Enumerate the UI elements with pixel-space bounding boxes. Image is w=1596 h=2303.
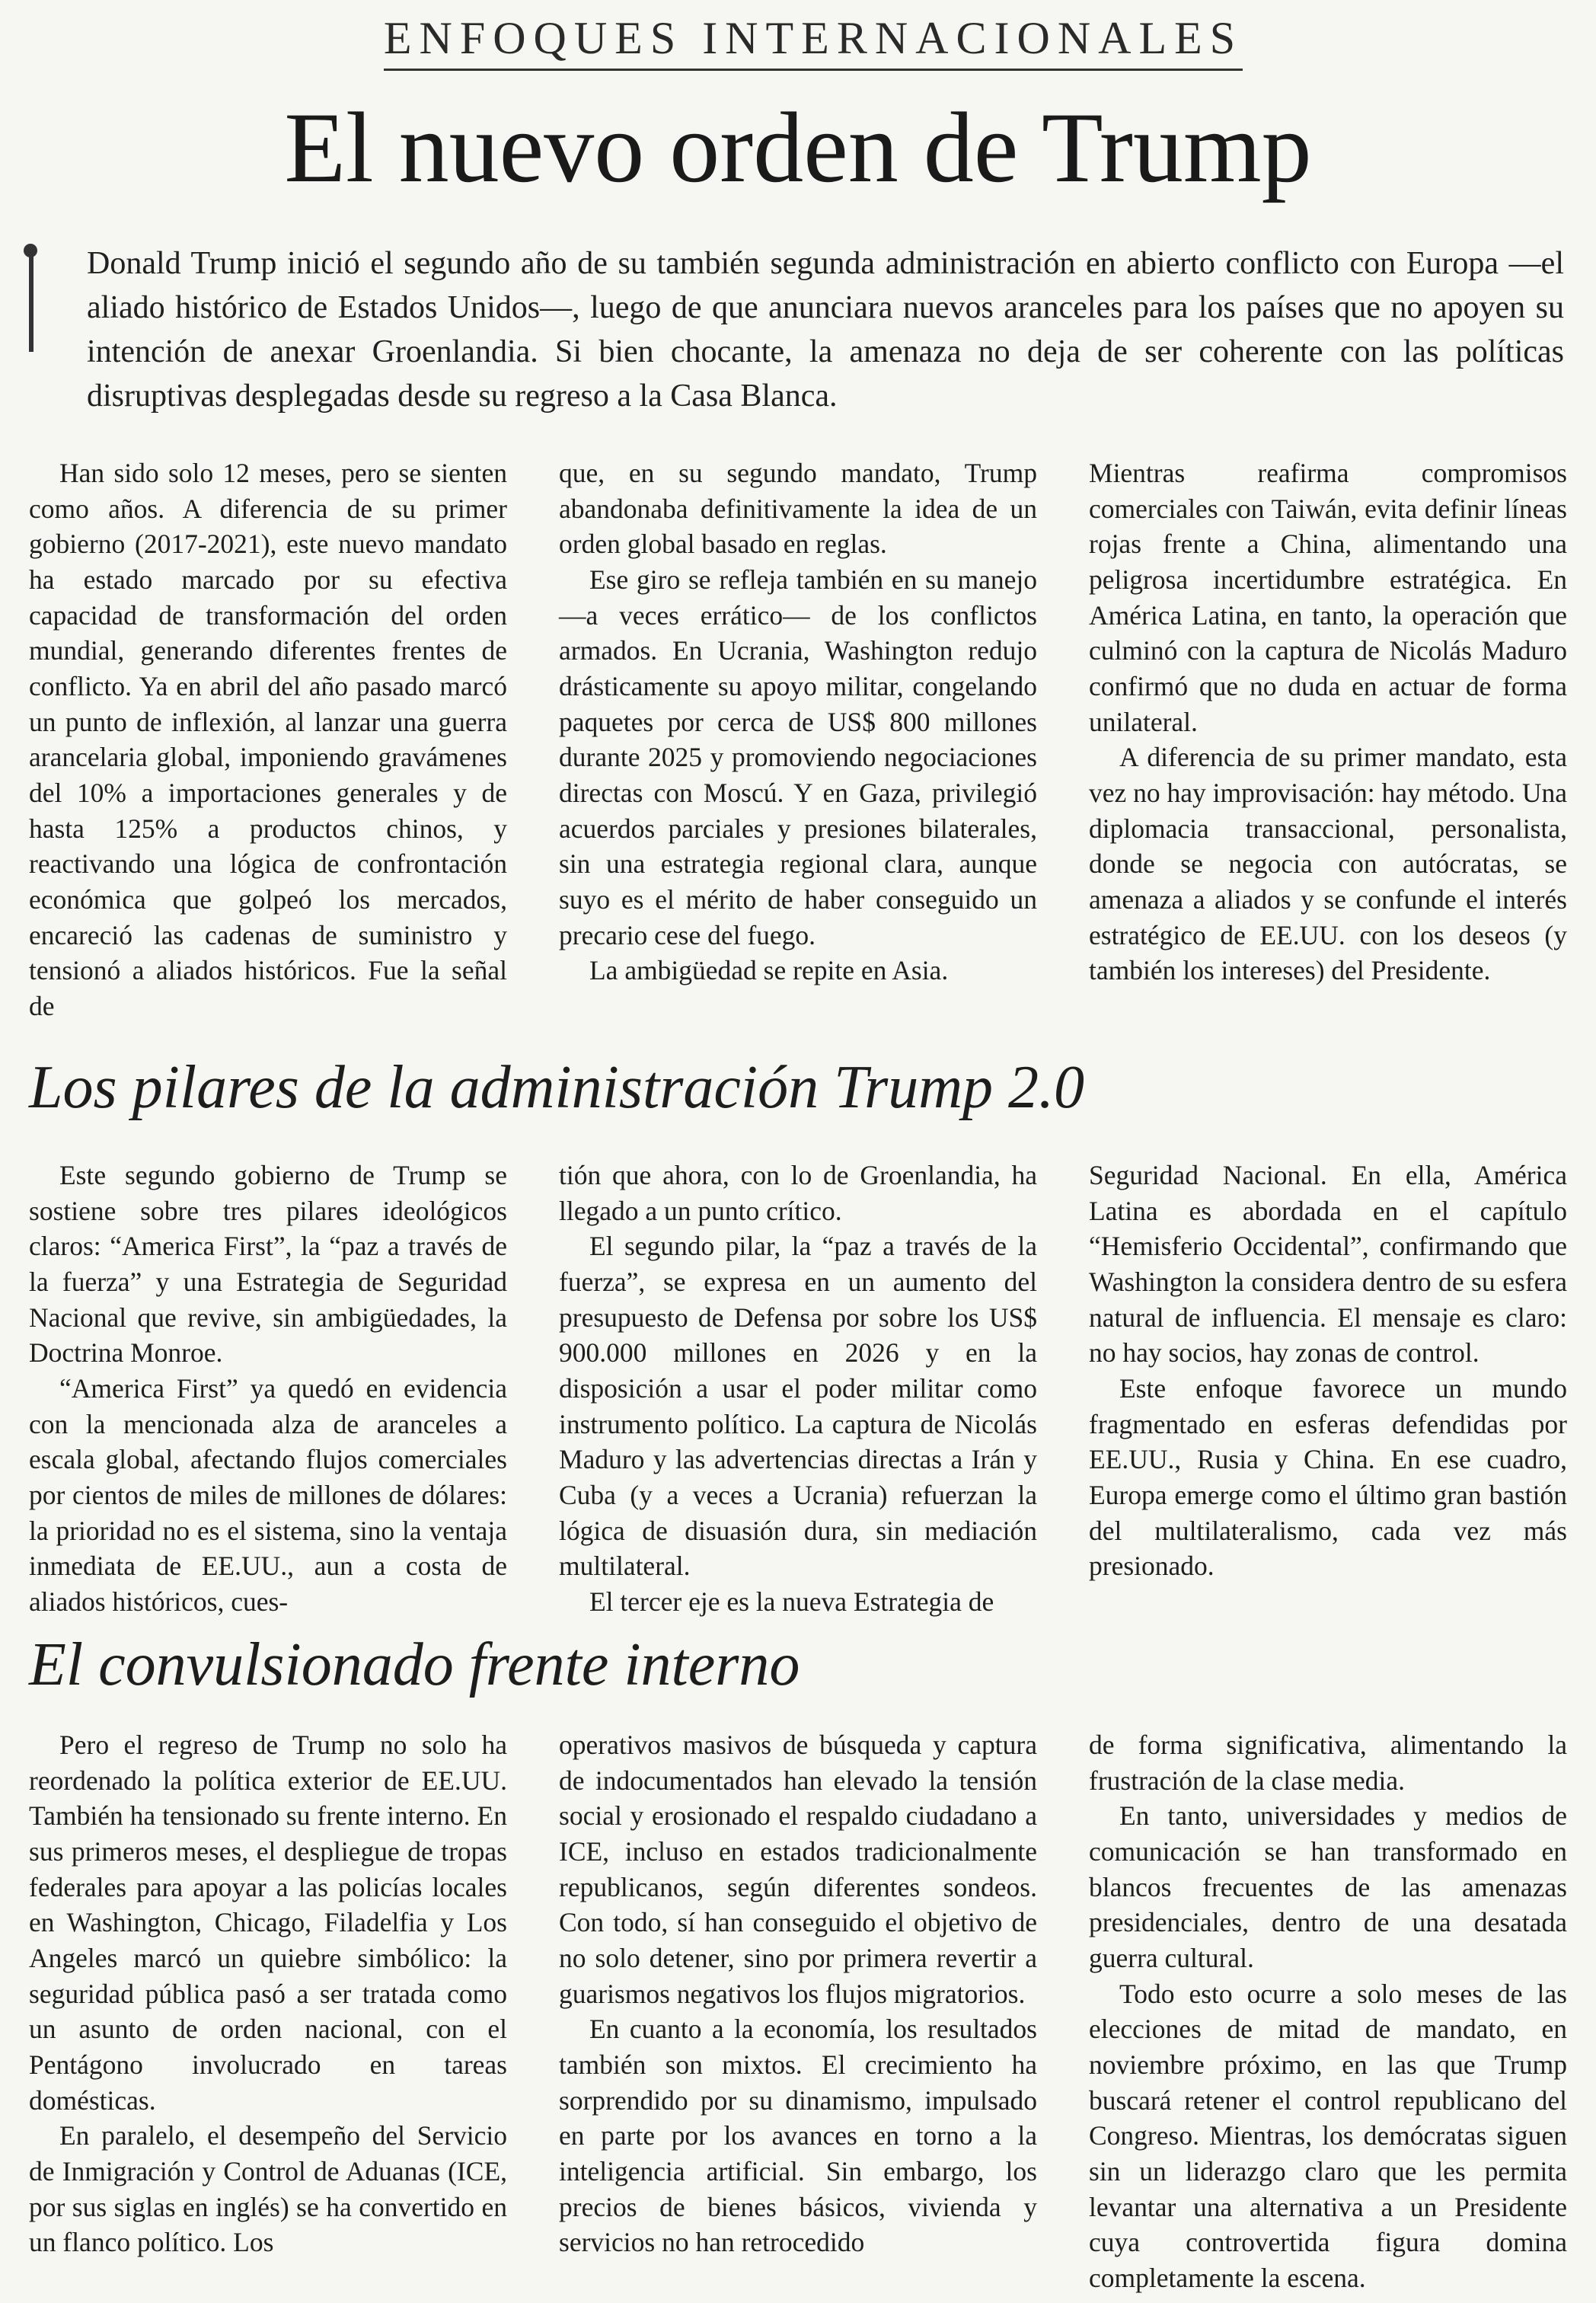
- paragraph: Pero el regreso de Trump no solo ha reordenado la política exterior de EE.UU. También ha tensionado su frente interno. En sus primeros meses, el despliegue de tropas federales para apoyar a las policías locales en Washington, Chicago, Filadelfia y Los Angeles marcó un quiebre simbólico: la seguridad pública pasó a ser tratada como un asunto de orden nacional, con el Pentágono involucrado en tareas domésticas.: [29, 1730, 507, 2116]
- column-3: [1089, 1158, 1567, 1620]
- paragraph: Han sido solo 12 meses, pero se sienten como años. A diferencia de su primer gobierno (2017-2021), este nuevo mandato ha estado marcado por su efectiva capacidad de transformación del orden mundial, generando diferentes frentes de conflicto. Ya en abril del año pasado marcó un punto de inflexión, al lanzar una guerra arancelaria global, imponiendo gravámenes del 10% a importaciones generales y de hasta 125% a productos chinos, y reactivando una lógica de confrontación económica que golpeó los mercados, encareció las cadenas de suministro y tensionó a aliados históricos. Fue la señal de: [29, 458, 507, 1022]
- article-block-pilares: [29, 1158, 1567, 1620]
- article-block-intro: [29, 455, 1567, 1024]
- newspaper-page: [29, 0, 1567, 2303]
- column-1: [29, 455, 507, 1024]
- paragraph-continued: operativos masivos de búsqueda y captura de indocumentados han elevado la tensión social y erosionado el respaldo ciudadano a ICE, incluso en estados tradicionalmente republicanos, según diferentes sondeos. Con todo, sí han conseguido el objetivo de no solo detener, sino por primera revertir a guarismos negativos los flujos migratorios.: [559, 1730, 1037, 2009]
- column-1: [29, 1727, 507, 2296]
- lead-rule: [29, 245, 34, 352]
- paragraph-continued: Seguridad Nacional. En ella, América Latina es abordada en el capítulo “Hemisferio Occidental”, confirmando que Washington la considera dentro de su esfera natural de influencia. El mensaje es claro: no hay socios, hay zonas de control.: [1089, 1160, 1567, 1369]
- column-2: [559, 1158, 1037, 1620]
- subheading-pilares: Los pilares de la administración Trump 2.0: [29, 1054, 1085, 1121]
- paragraph: A diferencia de su primer mandato, esta vez no hay improvisación: hay método. Una diplomacia transaccional, personalista, donde se negocia con autócratas, se amenaza a aliados y se confunde el interés estratégico de EE.UU. con los deseos (y también los intereses) del Presidente.: [1089, 742, 1567, 986]
- paragraph: Este segundo gobierno de Trump se sostiene sobre tres pilares ideológicos claros: “America First”, la “paz a través de la fuerza” y una Estrategia de Seguridad Nacional que revive, sin ambigüedades, la Doctrina Monroe.: [29, 1160, 507, 1369]
- column-3: [1089, 455, 1567, 1024]
- section-kicker: ENFOQUES INTERNACIONALES: [384, 15, 1243, 71]
- section-kicker-wrap: [303, 15, 1323, 71]
- lead-paragraph: Donald Trump inició el segundo año de su también segunda administración en abierto conflicto con Europa —el aliado histórico de Estados Unidos—, luego de que anunciara nuevos aranceles para los países que no apoyen su intención de anexar Groenlandia. Si bien chocante, la amenaza no deja de ser coherente con las políticas disruptivas desplegadas desde su regreso a la Casa Blanca.: [87, 246, 1564, 414]
- paragraph: En cuanto a la economía, los resultados también son mixtos. El crecimiento ha sorprendido por su dinamismo, impulsado en parte por los avances en torno a la inteligencia artificial. Sin embargo, los precios de bienes básicos, vivienda y servicios no han retrocedido: [559, 2014, 1037, 2258]
- lead-bullet: [24, 244, 37, 257]
- column-2: [559, 1727, 1037, 2296]
- paragraph-continued: Mientras reafirma compromisos comerciales con Taiwán, evita definir líneas rojas frente a China, alimentando una peligrosa incertidumbre estratégica. En América Latina, en tanto, la operación que culminó con la captura de Nicolás Maduro confirmó que no duda en actuar de forma unilateral.: [1089, 458, 1567, 737]
- paragraph: Ese giro se refleja también en su manejo —a veces errático— de los conflictos armados. En Ucrania, Washington redujo drásticamente su apoyo militar, congelando paquetes por cerca de US$ 800 millones durante 2025 y promoviendo negociaciones directas con Moscú. Y en Gaza, privilegió acuerdos parciales y presiones bilaterales, sin una estrategia regional clara, aunque suyo es el mérito de haber conseguido un precario cese del fuego.: [559, 564, 1037, 950]
- paragraph: Todo esto ocurre a solo meses de las elecciones de mitad de mandato, en noviembre próximo, en las que Trump buscará retener el control republicano del Congreso. Mientras, los demócratas siguen sin un liderazgo claro que les permita levantar una alternativa a un Presidente cuya controvertida figura domina completamente la escena.: [1089, 1978, 1567, 2294]
- column-1: [29, 1158, 507, 1620]
- paragraph: “America First” ya quedó en evidencia con la mencionada alza de aranceles a escala global, afectando flujos comerciales por cientos de miles de millones de dólares: la prioridad no es el sistema, sino la ventaja inmediata de EE.UU., aun a costa de aliados históricos, cues-: [29, 1373, 507, 1618]
- column-3: [1089, 1727, 1567, 2296]
- paragraph-continued: de forma significativa, alimentando la frustración de la clase media.: [1089, 1730, 1567, 1796]
- article-block-frente-interno: [29, 1727, 1567, 2296]
- paragraph: En paralelo, el desempeño del Servicio de Inmigración y Control de Aduanas (ICE, por sus siglas en inglés) se ha convertido en un flanco político. Los: [29, 2120, 507, 2258]
- paragraph: El tercer eje es la nueva Estrategia de: [589, 1586, 994, 1618]
- paragraph-continued: tión que ahora, con lo de Groenlandia, ha llegado a un punto crítico.: [559, 1160, 1037, 1226]
- paragraph: La ambigüedad se repite en Asia.: [589, 955, 949, 986]
- headline: El nuevo orden de Trump: [284, 91, 1312, 203]
- paragraph-continued: que, en su segundo mandato, Trump abandonaba definitivamente la idea de un orden global basado en reglas.: [559, 458, 1037, 560]
- column-2: [559, 455, 1037, 1024]
- paragraph: Este enfoque favorece un mundo fragmentado en esferas defendidas por EE.UU., Rusia y China. En ese cuadro, Europa emerge como el último gran bastión del multilateralismo, cada vez más presionado.: [1089, 1373, 1567, 1582]
- paragraph: En tanto, universidades y medios de comunicación se han transformado en blancos frecuentes de las amenazas presidenciales, dentro de una desatada guerra cultural.: [1089, 1800, 1567, 1974]
- paragraph: El segundo pilar, la “paz a través de la fuerza”, se expresa en un aumento del presupuesto de Defensa por sobre los US$ 900.000 millones en 2026 y en la disposición a usar el poder militar como instrumento político. La captura de Nicolás Maduro y las advertencias directas a Irán y Cuba (y a veces a Ucrania) refuerzan la lógica de disuasión dura, sin mediación multilateral.: [559, 1231, 1037, 1582]
- subheading-frente-interno: El convulsionado frente interno: [29, 1631, 800, 1698]
